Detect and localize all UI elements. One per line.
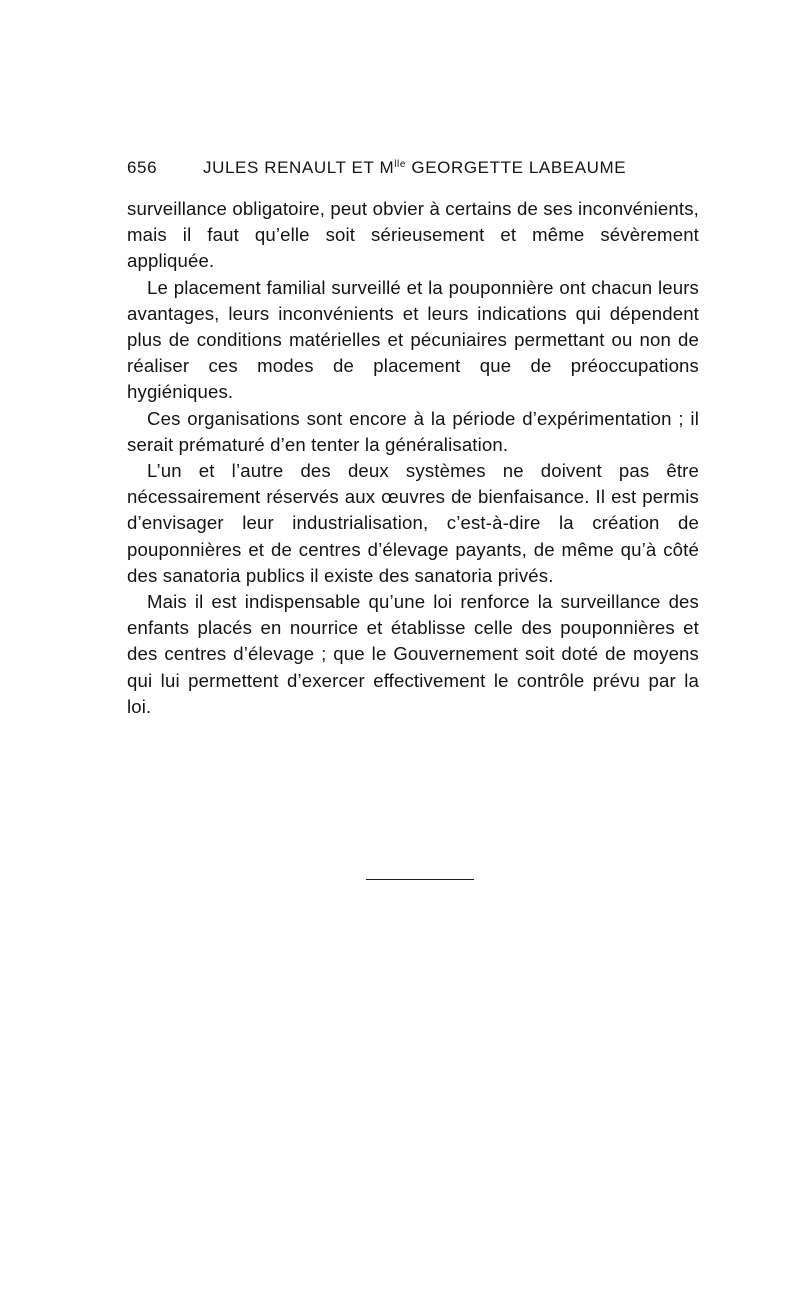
end-rule — [366, 879, 474, 880]
paragraph-3: Ces organisations sont encore à la période d’expérimentation ; il serait prématuré d’en tenter la généralisation. — [127, 407, 699, 455]
paragraph-4: L’un et l’autre des deux systèmes ne doivent pas être nécessairement réservés aux œuvres de bienfaisance. Il est permis d’envisager leur industrialisation, c’est-à-dire la création de pouponnières et de centres d’élevage payants, de même qu’à côté des sanatoria publics il existe des sanatoria privés. — [127, 460, 699, 586]
running-head-authors: JULES RENAULT ET M — [203, 158, 395, 177]
body-text — [127, 196, 699, 720]
page-number: 656 — [127, 158, 158, 177]
paragraph-5: Mais il est indispensable qu’une loi renforce la surveillance des enfants placés en nourrice et établisse celle des pouponnières et des centres d’élevage ; que le Gouvernement soit doté de moyens qui lui permettent d’exercer effectivement le contrôle prévu par la loi. — [127, 591, 699, 717]
paragraph-1: surveillance obligatoire, peut obvier à certains de ses inconvénients, mais il faut qu’elle soit sérieusement et même sévèrement appliquée. — [127, 198, 699, 272]
running-head-superscript: lle — [394, 159, 407, 170]
running-head — [127, 156, 697, 180]
paragraph-2: Le placement familial surveillé et la pouponnière ont chacun leurs avantages, leurs inconvénients et leurs indications qui dépendent plus de conditions matérielles et pécuniaires permettant ou non de réaliser ces modes de placement que de préoccupations hygiéniques. — [127, 276, 699, 403]
running-head-authors-rest: GEORGETTE LABEAUME — [406, 158, 627, 177]
running-head-title — [203, 156, 626, 180]
